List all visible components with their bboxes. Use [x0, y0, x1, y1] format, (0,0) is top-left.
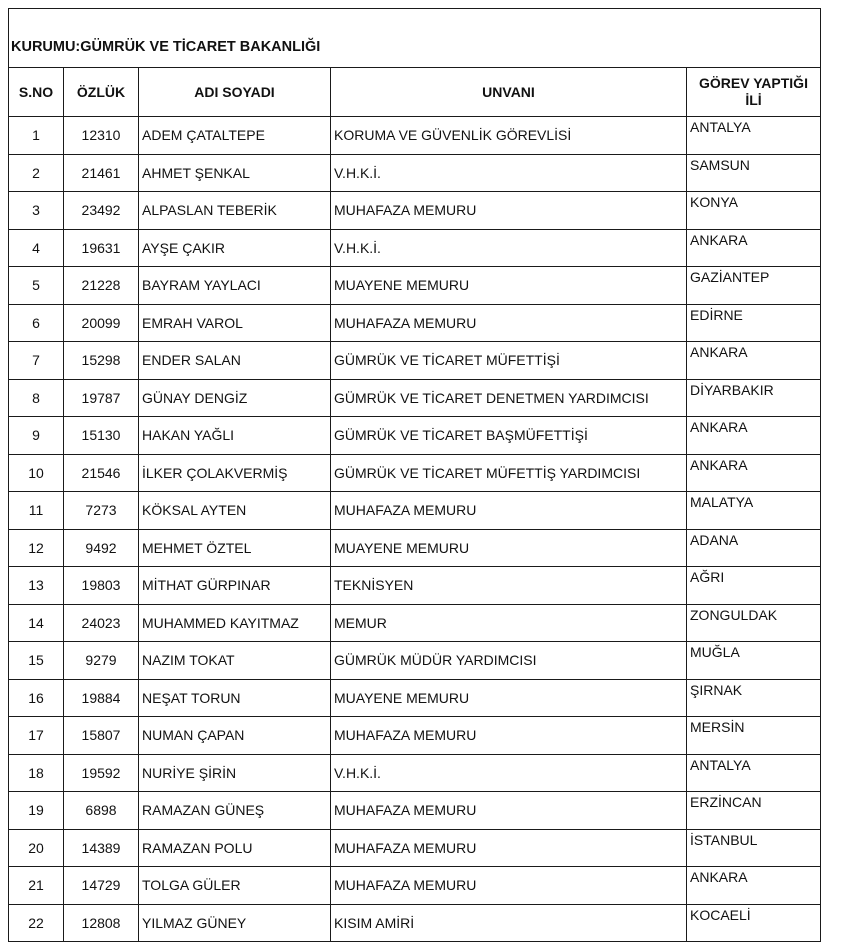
row-unvani: MEMUR — [331, 604, 687, 642]
title-row — [9, 9, 821, 68]
table-row — [9, 117, 821, 155]
row-unvani: MUHAFAZA MEMURU — [331, 717, 687, 755]
header-gorev-ili: GÖREV YAPTIĞI İLİ — [687, 68, 821, 117]
row-unvani: MUAYENE MEMURU — [331, 529, 687, 567]
row-gorev-ili: ADANA — [687, 529, 821, 567]
row-unvani: MUHAFAZA MEMURU — [331, 867, 687, 905]
row-sno: 5 — [9, 267, 64, 305]
row-adi-soyadi: ALPASLAN TEBERİK — [139, 192, 331, 230]
row-sno: 19 — [9, 792, 64, 830]
row-adi-soyadi: TOLGA GÜLER — [139, 867, 331, 905]
row-gorev-ili: ANKARA — [687, 867, 821, 905]
table-row — [9, 229, 821, 267]
table-row — [9, 754, 821, 792]
row-gorev-ili: EDİRNE — [687, 304, 821, 342]
header-unvani: UNVANI — [331, 68, 687, 117]
row-ozluk: 20099 — [64, 304, 139, 342]
row-sno: 8 — [9, 379, 64, 417]
table-row — [9, 642, 821, 680]
row-gorev-ili: ANKARA — [687, 417, 821, 455]
table-row — [9, 792, 821, 830]
row-adi-soyadi: MEHMET ÖZTEL — [139, 529, 331, 567]
row-gorev-ili: DİYARBAKIR — [687, 379, 821, 417]
row-unvani: KISIM AMİRİ — [331, 904, 687, 942]
row-gorev-ili: ANTALYA — [687, 117, 821, 155]
row-adi-soyadi: KÖKSAL AYTEN — [139, 492, 331, 530]
row-adi-soyadi: ADEM ÇATALTEPE — [139, 117, 331, 155]
row-gorev-ili: ANKARA — [687, 342, 821, 380]
row-unvani: MUHAFAZA MEMURU — [331, 829, 687, 867]
row-sno: 2 — [9, 154, 64, 192]
row-unvani: GÜMRÜK VE TİCARET MÜFETTİŞİ — [331, 342, 687, 380]
row-sno: 14 — [9, 604, 64, 642]
row-unvani: MUAYENE MEMURU — [331, 267, 687, 305]
row-unvani: GÜMRÜK VE TİCARET DENETMEN YARDIMCISI — [331, 379, 687, 417]
table-row — [9, 679, 821, 717]
personnel-table — [8, 8, 821, 942]
row-sno: 1 — [9, 117, 64, 155]
document-title: KURUMU:GÜMRÜK VE TİCARET BAKANLIĞI — [9, 9, 821, 68]
row-gorev-ili: İSTANBUL — [687, 829, 821, 867]
row-gorev-ili: MALATYA — [687, 492, 821, 530]
row-adi-soyadi: BAYRAM YAYLACI — [139, 267, 331, 305]
row-adi-soyadi: AYŞE ÇAKIR — [139, 229, 331, 267]
row-adi-soyadi: YILMAZ GÜNEY — [139, 904, 331, 942]
row-adi-soyadi: İLKER ÇOLAKVERMİŞ — [139, 454, 331, 492]
row-ozluk: 24023 — [64, 604, 139, 642]
table-row — [9, 567, 821, 605]
row-gorev-ili: ZONGULDAK — [687, 604, 821, 642]
row-ozluk: 19787 — [64, 379, 139, 417]
table-row — [9, 529, 821, 567]
row-adi-soyadi: AHMET ŞENKAL — [139, 154, 331, 192]
row-ozluk: 14729 — [64, 867, 139, 905]
row-gorev-ili: ANTALYA — [687, 754, 821, 792]
row-unvani: MUHAFAZA MEMURU — [331, 792, 687, 830]
row-gorev-ili: GAZİANTEP — [687, 267, 821, 305]
row-adi-soyadi: EMRAH VAROL — [139, 304, 331, 342]
row-unvani: KORUMA VE GÜVENLİK GÖREVLİSİ — [331, 117, 687, 155]
row-gorev-ili: KONYA — [687, 192, 821, 230]
row-ozluk: 6898 — [64, 792, 139, 830]
header-adi-soyadi: ADI SOYADI — [139, 68, 331, 117]
table-row — [9, 492, 821, 530]
row-sno: 22 — [9, 904, 64, 942]
table-row — [9, 379, 821, 417]
table-row — [9, 867, 821, 905]
row-ozluk: 21228 — [64, 267, 139, 305]
row-sno: 13 — [9, 567, 64, 605]
row-ozluk: 15298 — [64, 342, 139, 380]
row-ozluk: 15130 — [64, 417, 139, 455]
row-ozluk: 9279 — [64, 642, 139, 680]
row-ozluk: 23492 — [64, 192, 139, 230]
row-gorev-ili: ŞIRNAK — [687, 679, 821, 717]
row-adi-soyadi: MİTHAT GÜRPINAR — [139, 567, 331, 605]
document-sheet — [8, 8, 820, 931]
row-adi-soyadi: NUMAN ÇAPAN — [139, 717, 331, 755]
row-unvani: GÜMRÜK MÜDÜR YARDIMCISI — [331, 642, 687, 680]
row-gorev-ili: ANKARA — [687, 229, 821, 267]
row-sno: 18 — [9, 754, 64, 792]
row-sno: 15 — [9, 642, 64, 680]
table-row — [9, 904, 821, 942]
row-sno: 10 — [9, 454, 64, 492]
table-row — [9, 154, 821, 192]
row-sno: 21 — [9, 867, 64, 905]
row-ozluk: 21461 — [64, 154, 139, 192]
row-unvani: MUHAFAZA MEMURU — [331, 192, 687, 230]
row-gorev-ili: ERZİNCAN — [687, 792, 821, 830]
row-sno: 6 — [9, 304, 64, 342]
row-ozluk: 21546 — [64, 454, 139, 492]
row-unvani: V.H.K.İ. — [331, 754, 687, 792]
row-adi-soyadi: HAKAN YAĞLI — [139, 417, 331, 455]
row-gorev-ili: AĞRI — [687, 567, 821, 605]
row-adi-soyadi: ENDER SALAN — [139, 342, 331, 380]
row-ozluk: 12808 — [64, 904, 139, 942]
row-ozluk: 19803 — [64, 567, 139, 605]
row-adi-soyadi: RAMAZAN POLU — [139, 829, 331, 867]
row-gorev-ili: SAMSUN — [687, 154, 821, 192]
row-adi-soyadi: NEŞAT TORUN — [139, 679, 331, 717]
header-sno: S.NO — [9, 68, 64, 117]
row-ozluk: 19884 — [64, 679, 139, 717]
header-ozluk: ÖZLÜK — [64, 68, 139, 117]
row-ozluk: 19592 — [64, 754, 139, 792]
header-row — [9, 68, 821, 117]
row-adi-soyadi: NAZIM TOKAT — [139, 642, 331, 680]
table-row — [9, 342, 821, 380]
row-gorev-ili: MUĞLA — [687, 642, 821, 680]
row-unvani: MUAYENE MEMURU — [331, 679, 687, 717]
row-sno: 16 — [9, 679, 64, 717]
row-sno: 12 — [9, 529, 64, 567]
row-ozluk: 12310 — [64, 117, 139, 155]
row-unvani: GÜMRÜK VE TİCARET BAŞMÜFETTİŞİ — [331, 417, 687, 455]
row-gorev-ili: ANKARA — [687, 454, 821, 492]
table-row — [9, 267, 821, 305]
row-ozluk: 14389 — [64, 829, 139, 867]
row-sno: 11 — [9, 492, 64, 530]
row-adi-soyadi: MUHAMMED KAYITMAZ — [139, 604, 331, 642]
row-adi-soyadi: NURİYE ŞİRİN — [139, 754, 331, 792]
row-ozluk: 7273 — [64, 492, 139, 530]
table-row — [9, 192, 821, 230]
row-sno: 4 — [9, 229, 64, 267]
row-ozluk: 19631 — [64, 229, 139, 267]
row-adi-soyadi: RAMAZAN GÜNEŞ — [139, 792, 331, 830]
row-unvani: V.H.K.İ. — [331, 154, 687, 192]
row-unvani: V.H.K.İ. — [331, 229, 687, 267]
row-unvani: MUHAFAZA MEMURU — [331, 304, 687, 342]
row-ozluk: 15807 — [64, 717, 139, 755]
table-row — [9, 304, 821, 342]
row-unvani: MUHAFAZA MEMURU — [331, 492, 687, 530]
row-sno: 7 — [9, 342, 64, 380]
row-sno: 17 — [9, 717, 64, 755]
row-gorev-ili: MERSİN — [687, 717, 821, 755]
row-unvani: GÜMRÜK VE TİCARET MÜFETTİŞ YARDIMCISI — [331, 454, 687, 492]
row-sno: 9 — [9, 417, 64, 455]
row-gorev-ili: KOCAELİ — [687, 904, 821, 942]
table-body — [9, 117, 821, 942]
table-row — [9, 454, 821, 492]
table-row — [9, 604, 821, 642]
table-row — [9, 417, 821, 455]
table-row — [9, 717, 821, 755]
row-unvani: TEKNİSYEN — [331, 567, 687, 605]
row-sno: 3 — [9, 192, 64, 230]
row-adi-soyadi: GÜNAY DENGİZ — [139, 379, 331, 417]
table-row — [9, 829, 821, 867]
row-ozluk: 9492 — [64, 529, 139, 567]
row-sno: 20 — [9, 829, 64, 867]
